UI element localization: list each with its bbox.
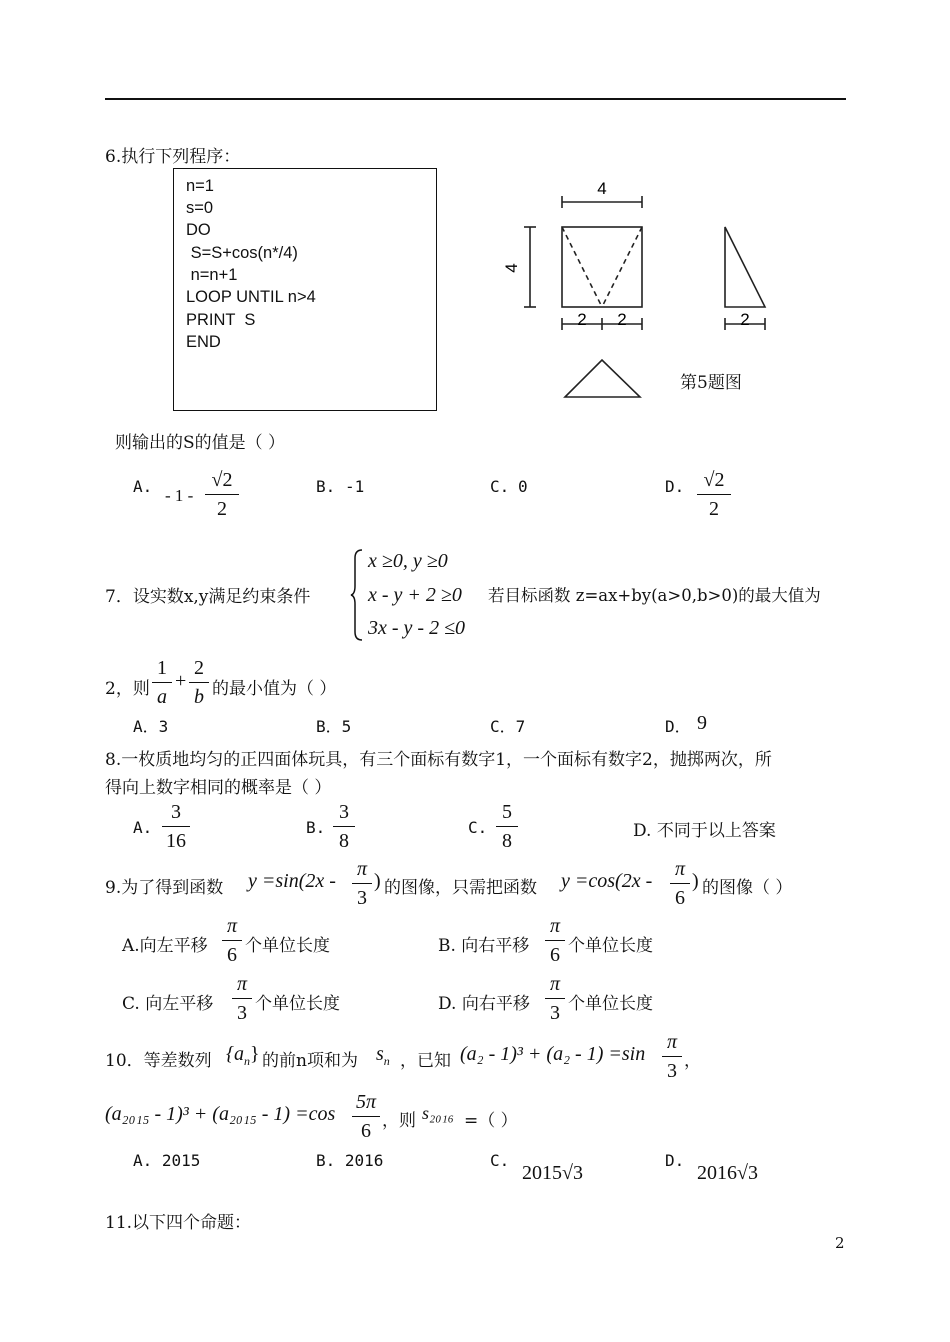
code-line: PRINT S (186, 311, 256, 329)
q10-mid2: ，已知 (400, 1051, 451, 1071)
figure-caption: 第5题图 (680, 373, 742, 393)
q10-option-d-label: D. (665, 1151, 685, 1170)
q9-function-2: y =cos(2x - (561, 870, 653, 892)
q6-option-a-fraction (205, 468, 239, 521)
fraction-denominator: 3 (237, 1002, 247, 1025)
q10-option-b: B. 2016 (316, 1151, 384, 1170)
q7-condition-1: x ≥0, y ≥0 (368, 550, 448, 572)
q8-option-c-fraction (496, 800, 518, 853)
sequence-close: } (250, 1043, 260, 1065)
q10-ask-post: =（ ） (464, 1111, 518, 1131)
q10-equation-2-fraction (352, 1090, 380, 1143)
code-line: END (186, 333, 221, 351)
fraction-numerator: π (674, 858, 686, 880)
fraction-numerator: 2 (194, 657, 204, 679)
q6-option-d-fraction (697, 468, 731, 521)
q6-option-b-label: B. (316, 477, 336, 496)
q10-mid1: 的前n项和为 (262, 1051, 358, 1071)
dim-bottom-left-label: 2 (577, 310, 587, 329)
fraction-denominator: 8 (339, 830, 349, 853)
fraction-denominator: 6 (361, 1120, 371, 1143)
fraction-numerator: π (226, 915, 238, 937)
q9-function-1: y =sin(2x - (248, 870, 336, 892)
fraction-denominator: 3 (550, 1002, 560, 1025)
q8-option-b-fraction (333, 800, 355, 853)
q9-option-c-pre: C. 向左平移 (122, 994, 214, 1014)
sum-s: s (376, 1043, 384, 1065)
q7-condition-2: x - y + 2 ≥0 (368, 584, 462, 606)
code-line: s=0 (186, 199, 214, 217)
q6-ask: 则输出的S的值是（ ） (115, 433, 286, 453)
q9-option-a-fraction (222, 914, 242, 967)
q8-option-a-label: A. (133, 818, 153, 837)
dim-left-label: 4 (502, 263, 521, 273)
three-view-figure (490, 172, 790, 407)
code-line: n=1 (186, 177, 214, 195)
q6-option-a-prefix: - 1 - (165, 486, 194, 505)
fraction-numerator: √2 (703, 469, 725, 491)
q7-line2-post: 的最小值为（ ） (212, 679, 337, 699)
fraction-numerator: π (549, 973, 561, 995)
fraction-numerator: 5 (502, 801, 512, 823)
code-line: LOOP UNTIL n>4 (186, 288, 316, 306)
q9-post: 的图像（ ） (702, 878, 793, 898)
fraction-denominator: 3 (357, 887, 367, 910)
fraction-denominator: 8 (502, 830, 512, 853)
q8-option-b-label: B. (306, 818, 326, 837)
fraction-denominator: 16 (166, 830, 186, 853)
q7-line2-pre: 2，则 (105, 679, 150, 699)
header-rule (105, 98, 846, 100)
q10-sequence (226, 1043, 260, 1069)
q9-option-c-fraction (232, 972, 252, 1025)
fraction-numerator: 1 (157, 657, 167, 679)
program-box (173, 168, 437, 411)
q6-option-a-label: A. (133, 477, 153, 496)
q10-sum-symbol (376, 1043, 390, 1069)
q6-stem: 6.执行下列程序： (105, 147, 241, 167)
fraction-denominator: 3 (667, 1060, 677, 1083)
q10-pre: 10．等差数列 (105, 1051, 212, 1071)
q9-option-b-pre: B. 向右平移 (438, 936, 530, 956)
fraction-numerator: 5π (355, 1091, 377, 1113)
q9-option-c-post: 个单位长度 (255, 994, 340, 1014)
q9-function-1-close: ) (374, 870, 381, 892)
q10-option-a: A. 2015 (133, 1151, 201, 1170)
q10-ask-s: s₂₀₁₆ (422, 1103, 455, 1123)
q8-option-d: D. 不同于以上答案 (633, 821, 776, 841)
q6-option-c-value: 0 (518, 477, 528, 496)
q6-option-c-label: C. (490, 477, 510, 496)
q9-function-2-fraction (670, 857, 690, 910)
fraction-denominator: b (194, 686, 204, 709)
q9-function-1-fraction (352, 857, 372, 910)
fraction-denominator: 2 (709, 498, 719, 521)
sum-subscript: n (383, 1054, 390, 1068)
q9-option-d-pre: D. 向右平移 (438, 994, 530, 1014)
page-number: 2 (835, 1234, 845, 1252)
fraction-numerator: 3 (171, 801, 181, 823)
plus-sign: + (175, 670, 187, 692)
q8-option-c-label: C. (468, 818, 488, 837)
q9-option-b-post: 个单位长度 (568, 936, 653, 956)
q9-pre: 9.为了得到函数 (105, 878, 224, 898)
q10-equation-1: (a₂ - 1)³ + (a₂ - 1) =sin (460, 1043, 646, 1065)
q9-option-d-post: 个单位长度 (568, 994, 653, 1014)
fraction-numerator: 3 (339, 801, 349, 823)
code-line: DO (186, 221, 211, 239)
q10-equation-1-fraction (662, 1030, 682, 1083)
fraction-denominator: 2 (217, 498, 227, 521)
q11-stem: 11.以下四个命题： (105, 1213, 252, 1233)
q10-comma: ， (684, 1051, 701, 1071)
q7-fraction-2 (189, 656, 209, 709)
q7-option-c: C．7 (490, 717, 526, 736)
brace-symbol (350, 548, 364, 642)
q7-tail: 若目标函数 z=ax+by(a>0,b>0)的最大值为 (488, 586, 821, 605)
fraction-numerator: π (666, 1031, 678, 1053)
q7-option-a: A．3 (133, 717, 169, 736)
q8-line2: 得向上数字相同的概率是（ ） (105, 778, 332, 798)
q8-line1: 8.一枚质地均匀的正四面体玩具，有三个面标有数字1，一个面标有数字2，抛掷两次，所 (105, 750, 772, 770)
q10-option-d-value: 2016√3 (697, 1162, 758, 1184)
q7-option-d-value: 9 (697, 712, 707, 734)
q7-condition-3: 3x - y - 2 ≤0 (368, 617, 466, 639)
q9-option-a-post: 个单位长度 (245, 936, 330, 956)
fraction-numerator: π (549, 915, 561, 937)
q9-function-2-close: ) (692, 870, 699, 892)
q7-option-d-label: D． (665, 717, 691, 736)
q6-option-d-label: D. (665, 477, 685, 496)
dim-bottom-right-label: 2 (617, 310, 627, 329)
fraction-numerator: √2 (211, 469, 233, 491)
q10-ask-pre: ，则 (382, 1111, 416, 1131)
sequence-subscript: n (244, 1054, 250, 1068)
fraction-denominator: a (157, 686, 167, 709)
code-line: n=n+1 (186, 266, 238, 284)
fraction-denominator: 6 (227, 944, 237, 967)
dim-side-label: 2 (740, 310, 750, 329)
q10-option-c-value: 2015√3 (522, 1162, 583, 1184)
q10-equation-2: (a₂₀₁₅ - 1)³ + (a₂₀₁₅ - 1) =cos (105, 1103, 336, 1125)
q9-option-d-fraction (545, 972, 565, 1025)
q8-option-a-fraction (162, 800, 190, 853)
code-line: S=S+cos(n*/4) (186, 244, 298, 262)
fraction-denominator: 6 (550, 944, 560, 967)
q7-option-b: B．5 (316, 717, 352, 736)
fraction-numerator: π (356, 858, 368, 880)
q6-option-b-value: -1 (345, 477, 365, 496)
fraction-numerator: π (236, 973, 248, 995)
sequence-symbol: {a (226, 1043, 244, 1065)
q9-option-a-pre: A.向左平移 (122, 936, 208, 956)
q9-option-b-fraction (545, 914, 565, 967)
dim-top-label: 4 (597, 179, 607, 198)
q10-option-c-label: C. (490, 1151, 510, 1170)
fraction-denominator: 6 (675, 887, 685, 910)
q7-lead: 7．设实数x,y满足约束条件 (105, 587, 311, 607)
q9-mid: 的图像，只需把函数 (384, 878, 537, 898)
q7-fraction-1 (152, 656, 172, 709)
